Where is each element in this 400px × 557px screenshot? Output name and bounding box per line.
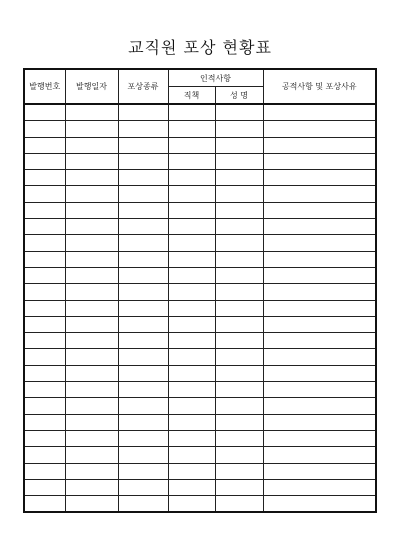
table-cell[interactable] <box>118 251 168 267</box>
table-cell[interactable] <box>168 349 215 365</box>
table-cell[interactable] <box>65 121 118 137</box>
table-cell[interactable] <box>215 284 263 300</box>
table-row <box>24 349 376 365</box>
table-cell[interactable] <box>118 349 168 365</box>
table-cell[interactable] <box>65 300 118 316</box>
table-row <box>24 186 376 202</box>
table-cell[interactable] <box>118 235 168 251</box>
table-cell[interactable] <box>168 267 215 283</box>
table-cell[interactable] <box>168 251 215 267</box>
table-cell[interactable] <box>24 333 65 349</box>
table-cell[interactable] <box>263 382 376 398</box>
table-cell[interactable] <box>118 202 168 218</box>
table-cell[interactable] <box>118 121 168 137</box>
table-cell[interactable] <box>118 153 168 169</box>
table-cell[interactable] <box>65 104 118 121</box>
table-cell[interactable] <box>263 251 376 267</box>
table-cell[interactable] <box>65 153 118 169</box>
table-cell[interactable] <box>65 202 118 218</box>
header-personal-info: 인적사항 <box>168 69 263 87</box>
table-cell[interactable] <box>263 153 376 169</box>
table-cell[interactable] <box>168 104 215 121</box>
table-cell[interactable] <box>118 365 168 381</box>
table-cell[interactable] <box>168 430 215 446</box>
table-cell[interactable] <box>263 300 376 316</box>
table-cell[interactable] <box>65 170 118 186</box>
table-cell[interactable] <box>24 349 65 365</box>
table-cell[interactable] <box>118 382 168 398</box>
table-row <box>24 447 376 463</box>
table-cell[interactable] <box>263 333 376 349</box>
table-cell[interactable] <box>65 333 118 349</box>
header-award-type: 포상종류 <box>118 69 168 104</box>
table-header <box>24 69 376 104</box>
table-cell[interactable] <box>263 479 376 495</box>
table-cell[interactable] <box>118 137 168 153</box>
table-cell[interactable] <box>168 170 215 186</box>
table-cell[interactable] <box>168 121 215 137</box>
table-cell[interactable] <box>24 300 65 316</box>
table-cell[interactable] <box>263 463 376 479</box>
table-row <box>24 153 376 169</box>
table-cell[interactable] <box>215 316 263 332</box>
table-cell[interactable] <box>24 447 65 463</box>
table-cell[interactable] <box>168 137 215 153</box>
table-cell[interactable] <box>215 300 263 316</box>
table-row <box>24 414 376 430</box>
table-cell[interactable] <box>215 398 263 414</box>
table-cell[interactable] <box>263 121 376 137</box>
table-cell[interactable] <box>24 365 65 381</box>
table-cell[interactable] <box>263 104 376 121</box>
table-cell[interactable] <box>215 219 263 235</box>
table-cell[interactable] <box>263 447 376 463</box>
table-cell[interactable] <box>65 186 118 202</box>
table-cell[interactable] <box>215 430 263 446</box>
table-cell[interactable] <box>65 398 118 414</box>
table-row <box>24 267 376 283</box>
table-cell[interactable] <box>65 349 118 365</box>
table-cell[interactable] <box>118 186 168 202</box>
table-cell[interactable] <box>65 463 118 479</box>
table-cell[interactable] <box>215 137 263 153</box>
table-row <box>24 251 376 267</box>
table-cell[interactable] <box>118 333 168 349</box>
table-cell[interactable] <box>118 398 168 414</box>
table-cell[interactable] <box>118 479 168 495</box>
header-merit-reason: 공적사항 및 포상사유 <box>263 69 376 104</box>
table-row <box>24 430 376 446</box>
table-cell[interactable] <box>263 235 376 251</box>
header-issue-number: 발행번호 <box>24 69 65 104</box>
table-cell[interactable] <box>215 382 263 398</box>
table-cell[interactable] <box>24 186 65 202</box>
table-cell[interactable] <box>263 316 376 332</box>
table-cell[interactable] <box>263 349 376 365</box>
table-cell[interactable] <box>168 235 215 251</box>
table-cell[interactable] <box>65 479 118 495</box>
table-cell[interactable] <box>65 447 118 463</box>
table-cell[interactable] <box>215 153 263 169</box>
table-cell[interactable] <box>263 398 376 414</box>
table-row <box>24 333 376 349</box>
table-cell[interactable] <box>168 414 215 430</box>
table-row <box>24 219 376 235</box>
table-cell[interactable] <box>168 219 215 235</box>
table-cell[interactable] <box>118 496 168 513</box>
table-cell[interactable] <box>65 414 118 430</box>
table-cell[interactable] <box>24 382 65 398</box>
table-cell[interactable] <box>24 104 65 121</box>
table-row <box>24 316 376 332</box>
header-issue-date: 발행일자 <box>65 69 118 104</box>
table-cell[interactable] <box>215 251 263 267</box>
table-cell[interactable] <box>24 316 65 332</box>
table-cell[interactable] <box>263 137 376 153</box>
document-title: 교직원 포상 현황표 <box>128 38 272 57</box>
table-cell[interactable] <box>118 300 168 316</box>
table-cell[interactable] <box>215 414 263 430</box>
table-cell[interactable] <box>215 463 263 479</box>
table-row <box>24 496 376 513</box>
table-cell[interactable] <box>215 186 263 202</box>
table-cell[interactable] <box>118 170 168 186</box>
table-cell[interactable] <box>168 496 215 513</box>
table-cell[interactable] <box>263 284 376 300</box>
header-position: 직책 <box>168 87 215 105</box>
table-cell[interactable] <box>168 398 215 414</box>
table-cell[interactable] <box>168 300 215 316</box>
table-cell[interactable] <box>24 137 65 153</box>
table-cell[interactable] <box>65 496 118 513</box>
table-cell[interactable] <box>215 170 263 186</box>
table-body <box>24 104 376 512</box>
table-cell[interactable] <box>24 496 65 513</box>
header-name: 성 명 <box>215 87 263 105</box>
table-row <box>24 479 376 495</box>
table-cell[interactable] <box>118 104 168 121</box>
table-cell[interactable] <box>263 186 376 202</box>
table-cell[interactable] <box>215 447 263 463</box>
table-row <box>24 398 376 414</box>
table-cell[interactable] <box>263 430 376 446</box>
table-row <box>24 121 376 137</box>
table-cell[interactable] <box>168 333 215 349</box>
table-cell[interactable] <box>215 496 263 513</box>
table-cell[interactable] <box>215 202 263 218</box>
table-cell[interactable] <box>65 316 118 332</box>
table-cell[interactable] <box>24 414 65 430</box>
table-cell[interactable] <box>118 414 168 430</box>
table-cell[interactable] <box>24 463 65 479</box>
table-cell[interactable] <box>24 479 65 495</box>
table-cell[interactable] <box>168 186 215 202</box>
table-cell[interactable] <box>65 137 118 153</box>
table-cell[interactable] <box>263 365 376 381</box>
table-row <box>24 235 376 251</box>
table-cell[interactable] <box>215 333 263 349</box>
table-row <box>24 137 376 153</box>
table-cell[interactable] <box>263 496 376 513</box>
table-cell[interactable] <box>24 284 65 300</box>
table-cell[interactable] <box>65 365 118 381</box>
table-cell[interactable] <box>215 235 263 251</box>
table-cell[interactable] <box>263 219 376 235</box>
table-cell[interactable] <box>65 284 118 300</box>
table-cell[interactable] <box>65 219 118 235</box>
table-cell[interactable] <box>24 153 65 169</box>
table-row <box>24 202 376 218</box>
table-cell[interactable] <box>168 153 215 169</box>
table-cell[interactable] <box>65 430 118 446</box>
table-cell[interactable] <box>24 267 65 283</box>
table-cell[interactable] <box>24 219 65 235</box>
table-row <box>24 104 376 121</box>
table-cell[interactable] <box>118 284 168 300</box>
table-cell[interactable] <box>24 121 65 137</box>
table-cell[interactable] <box>168 365 215 381</box>
table-cell[interactable] <box>24 398 65 414</box>
table-cell[interactable] <box>263 267 376 283</box>
table-cell[interactable] <box>118 267 168 283</box>
table-cell[interactable] <box>65 251 118 267</box>
table-cell[interactable] <box>24 170 65 186</box>
table-cell[interactable] <box>168 202 215 218</box>
table-cell[interactable] <box>118 463 168 479</box>
table-cell[interactable] <box>168 463 215 479</box>
table-cell[interactable] <box>118 219 168 235</box>
table-cell[interactable] <box>215 349 263 365</box>
table-cell[interactable] <box>168 316 215 332</box>
table-row <box>24 382 376 398</box>
table-row <box>24 300 376 316</box>
table-cell[interactable] <box>215 121 263 137</box>
table-cell[interactable] <box>118 430 168 446</box>
table-cell[interactable] <box>168 479 215 495</box>
table-cell[interactable] <box>168 284 215 300</box>
table-cell[interactable] <box>24 251 65 267</box>
table-cell[interactable] <box>24 430 65 446</box>
table-row <box>24 170 376 186</box>
table-cell[interactable] <box>215 365 263 381</box>
table-cell[interactable] <box>263 202 376 218</box>
table-cell[interactable] <box>215 104 263 121</box>
table-cell[interactable] <box>263 414 376 430</box>
table-cell[interactable] <box>168 447 215 463</box>
table-cell[interactable] <box>118 316 168 332</box>
table-cell[interactable] <box>263 170 376 186</box>
award-status-table <box>23 68 377 513</box>
table-cell[interactable] <box>65 382 118 398</box>
table-row <box>24 284 376 300</box>
table-cell[interactable] <box>168 382 215 398</box>
table-cell[interactable] <box>65 235 118 251</box>
table-cell[interactable] <box>118 447 168 463</box>
table-row <box>24 463 376 479</box>
table-cell[interactable] <box>24 235 65 251</box>
table-cell[interactable] <box>215 267 263 283</box>
table-cell[interactable] <box>24 202 65 218</box>
table-row <box>24 365 376 381</box>
table-cell[interactable] <box>65 267 118 283</box>
table-cell[interactable] <box>215 479 263 495</box>
